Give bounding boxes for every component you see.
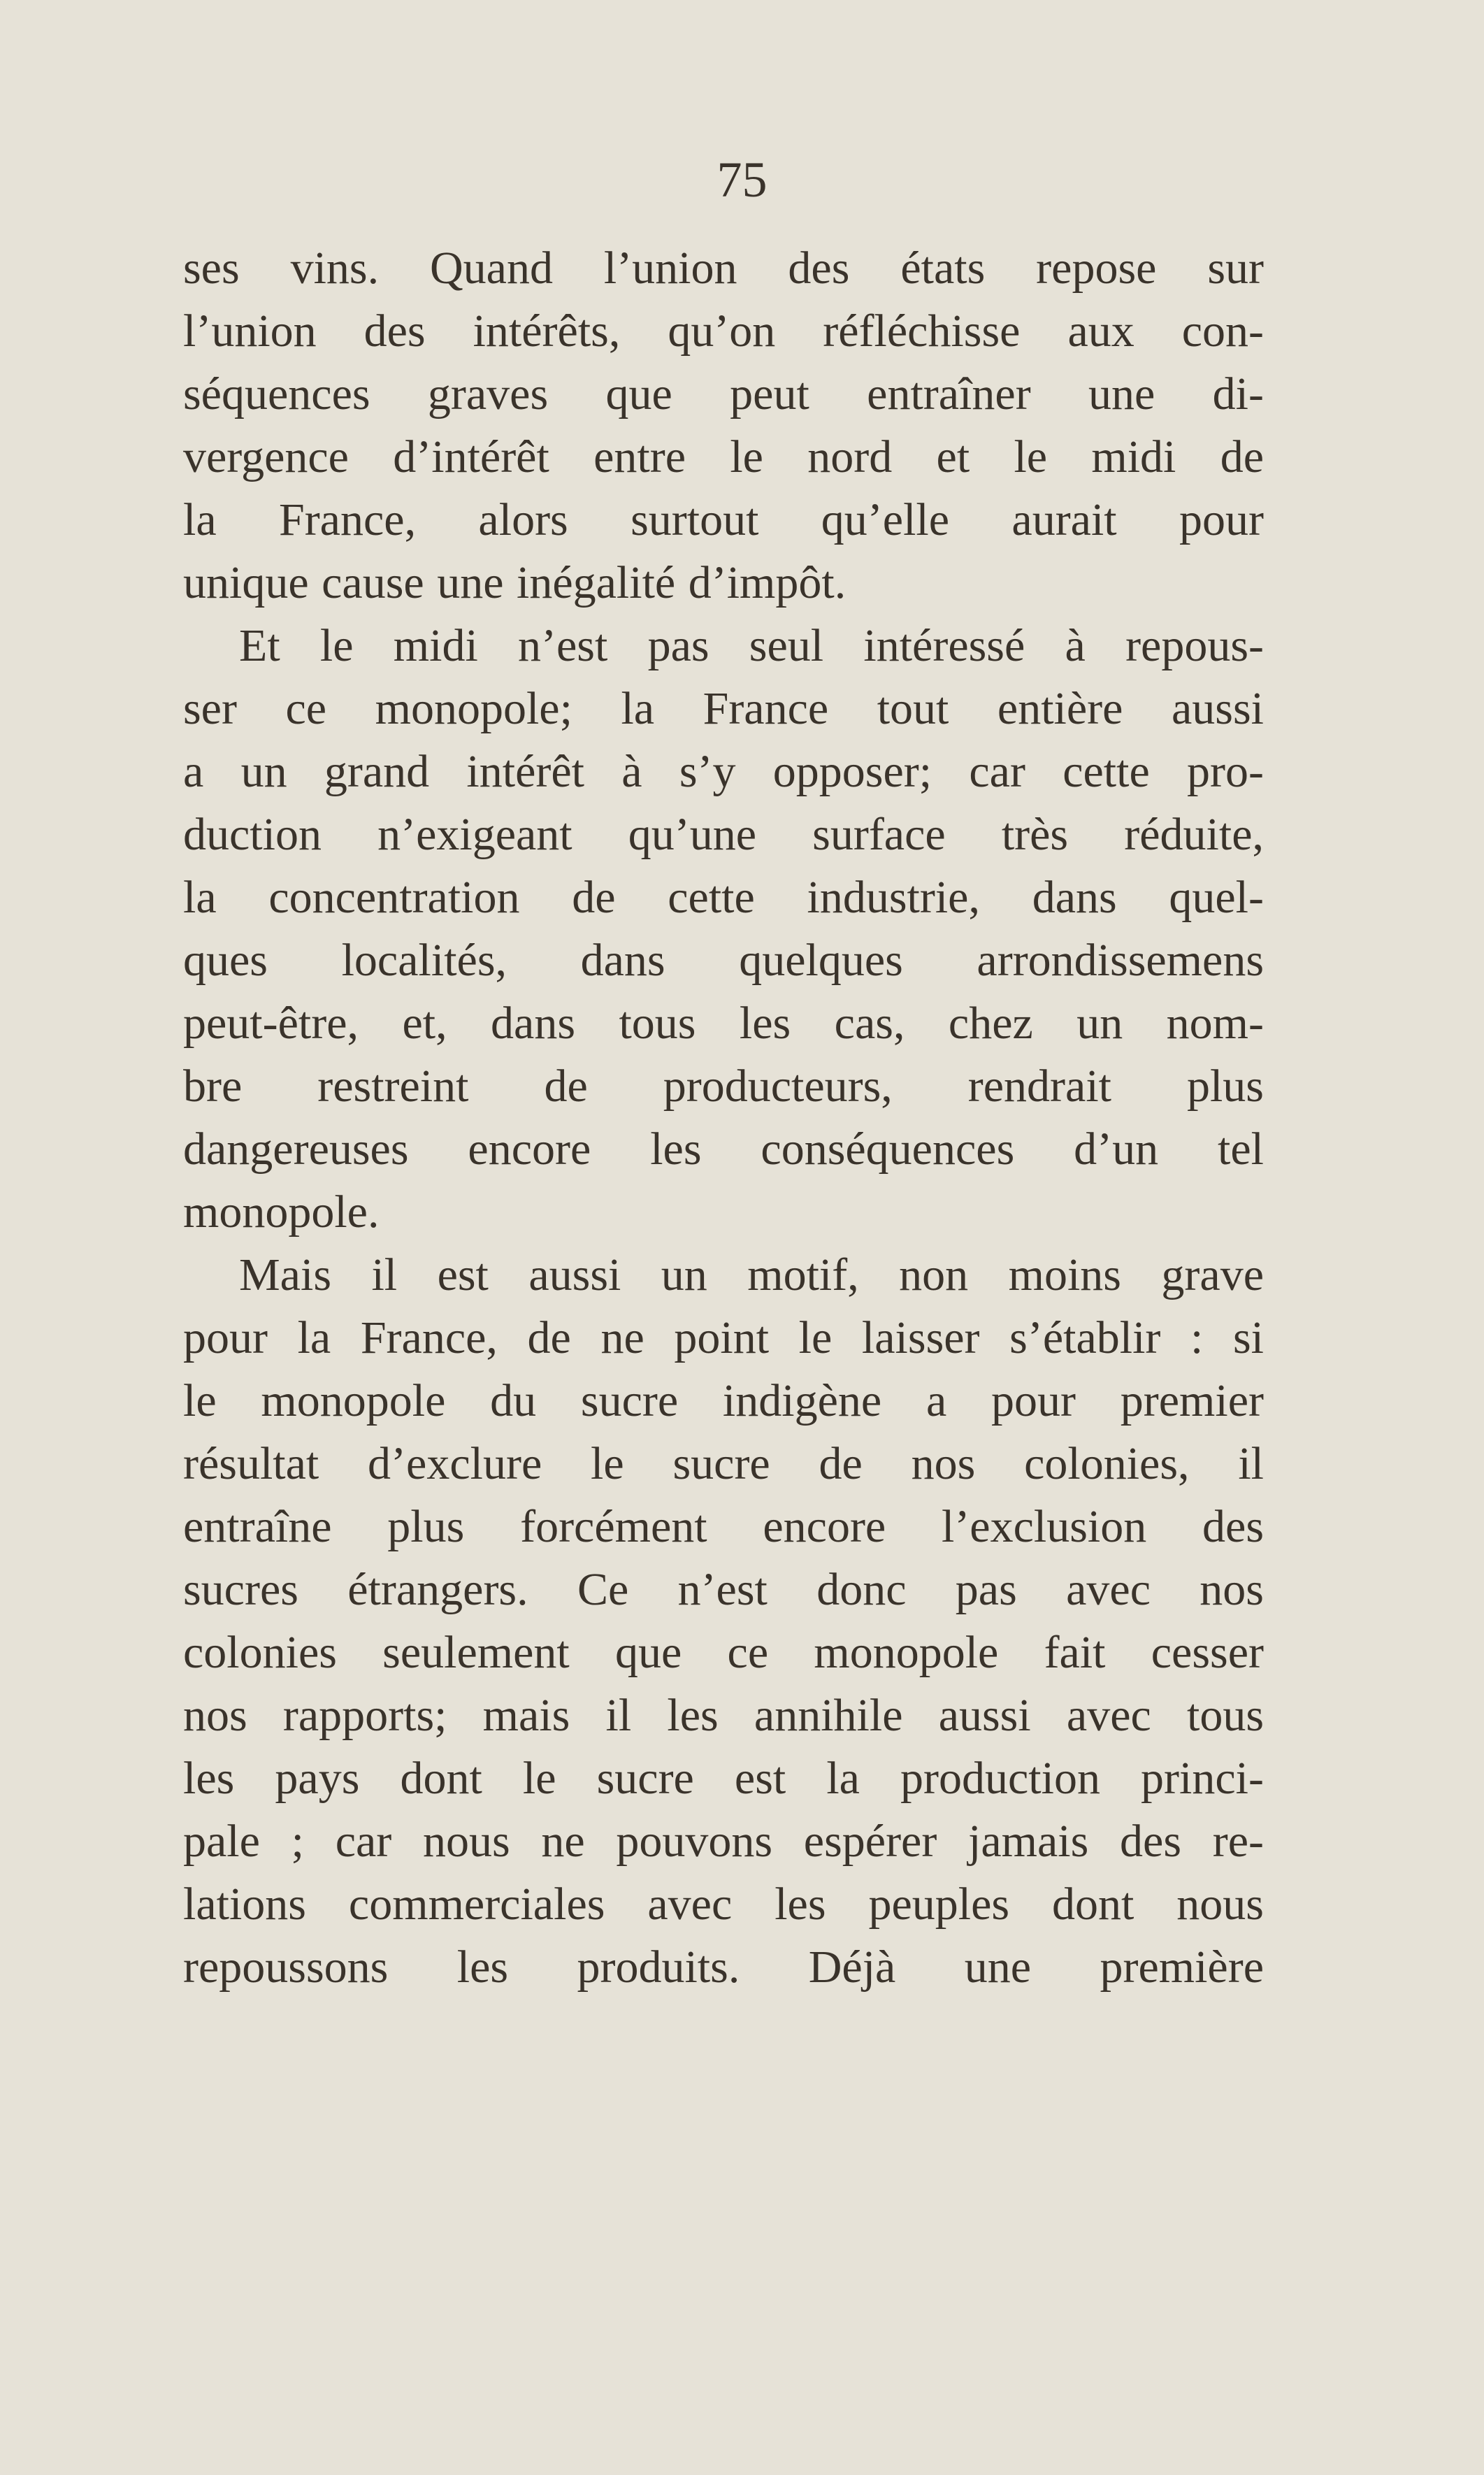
text-line: ses vins. Quand l’union des états repose sur xyxy=(183,243,1264,294)
text-line: la concentration de cette industrie, dans quel- xyxy=(183,872,1264,923)
text-line: bre restreint de producteurs, rendrait plus xyxy=(183,1061,1264,1112)
text-line: pale ; car nous ne pouvons espérer jamais des re- xyxy=(183,1816,1264,1867)
text-line: a un grand intérêt à s’y opposer; car cette pro- xyxy=(183,746,1264,797)
text-line: duction n’exigeant qu’une surface très réduite, xyxy=(183,809,1264,860)
text-line: sucres étrangers. Ce n’est donc pas avec nos xyxy=(183,1564,1264,1615)
body-text xyxy=(183,237,1264,1999)
paragraph xyxy=(183,1244,1264,1999)
text-line: peut-être, et, dans tous les cas, chez un nom- xyxy=(183,998,1264,1049)
text-line: ques localités, dans quelques arrondissemens xyxy=(183,935,1264,986)
text-line: Et le midi n’est pas seul intéressé à repous- xyxy=(239,620,1264,671)
text-line: vergence d’intérêt entre le nord et le midi de xyxy=(183,431,1264,482)
paragraph xyxy=(183,615,1264,1244)
page-number: 75 xyxy=(716,152,768,208)
text-line: résultat d’exclure le sucre de nos colonies, il xyxy=(183,1438,1264,1489)
text-line: lations commerciales avec les peuples dont nous xyxy=(183,1879,1264,1930)
text-line: nos rapports; mais il les annihile aussi avec tous xyxy=(183,1690,1264,1741)
text-line: pour la France, de ne point le laisser s’établir : si xyxy=(183,1312,1264,1363)
text-line: ser ce monopole; la France tout entière aussi xyxy=(183,683,1264,734)
text-line: dangereuses encore les conséquences d’un tel xyxy=(183,1124,1264,1175)
text-line: unique cause une inégalité d’impôt. xyxy=(183,557,847,608)
text-line: la France, alors surtout qu’elle aurait pour xyxy=(183,494,1264,545)
text-line: l’union des intérêts, qu’on réfléchisse aux con- xyxy=(183,306,1264,357)
text-line: monopole. xyxy=(183,1186,380,1238)
text-line: séquences graves que peut entraîner une di- xyxy=(183,368,1264,419)
text-line: les pays dont le sucre est la production princi- xyxy=(183,1753,1264,1804)
text-line: colonies seulement que ce monopole fait cesser xyxy=(183,1627,1264,1678)
paragraph xyxy=(183,237,1264,615)
text-line: entraîne plus forcément encore l’exclusion des xyxy=(183,1501,1264,1552)
text-line: Mais il est aussi un motif, non moins grave xyxy=(239,1249,1264,1300)
text-line: le monopole du sucre indigène a pour premier xyxy=(183,1375,1264,1426)
text-line: repoussons les produits. Déjà une première xyxy=(183,1942,1264,1993)
